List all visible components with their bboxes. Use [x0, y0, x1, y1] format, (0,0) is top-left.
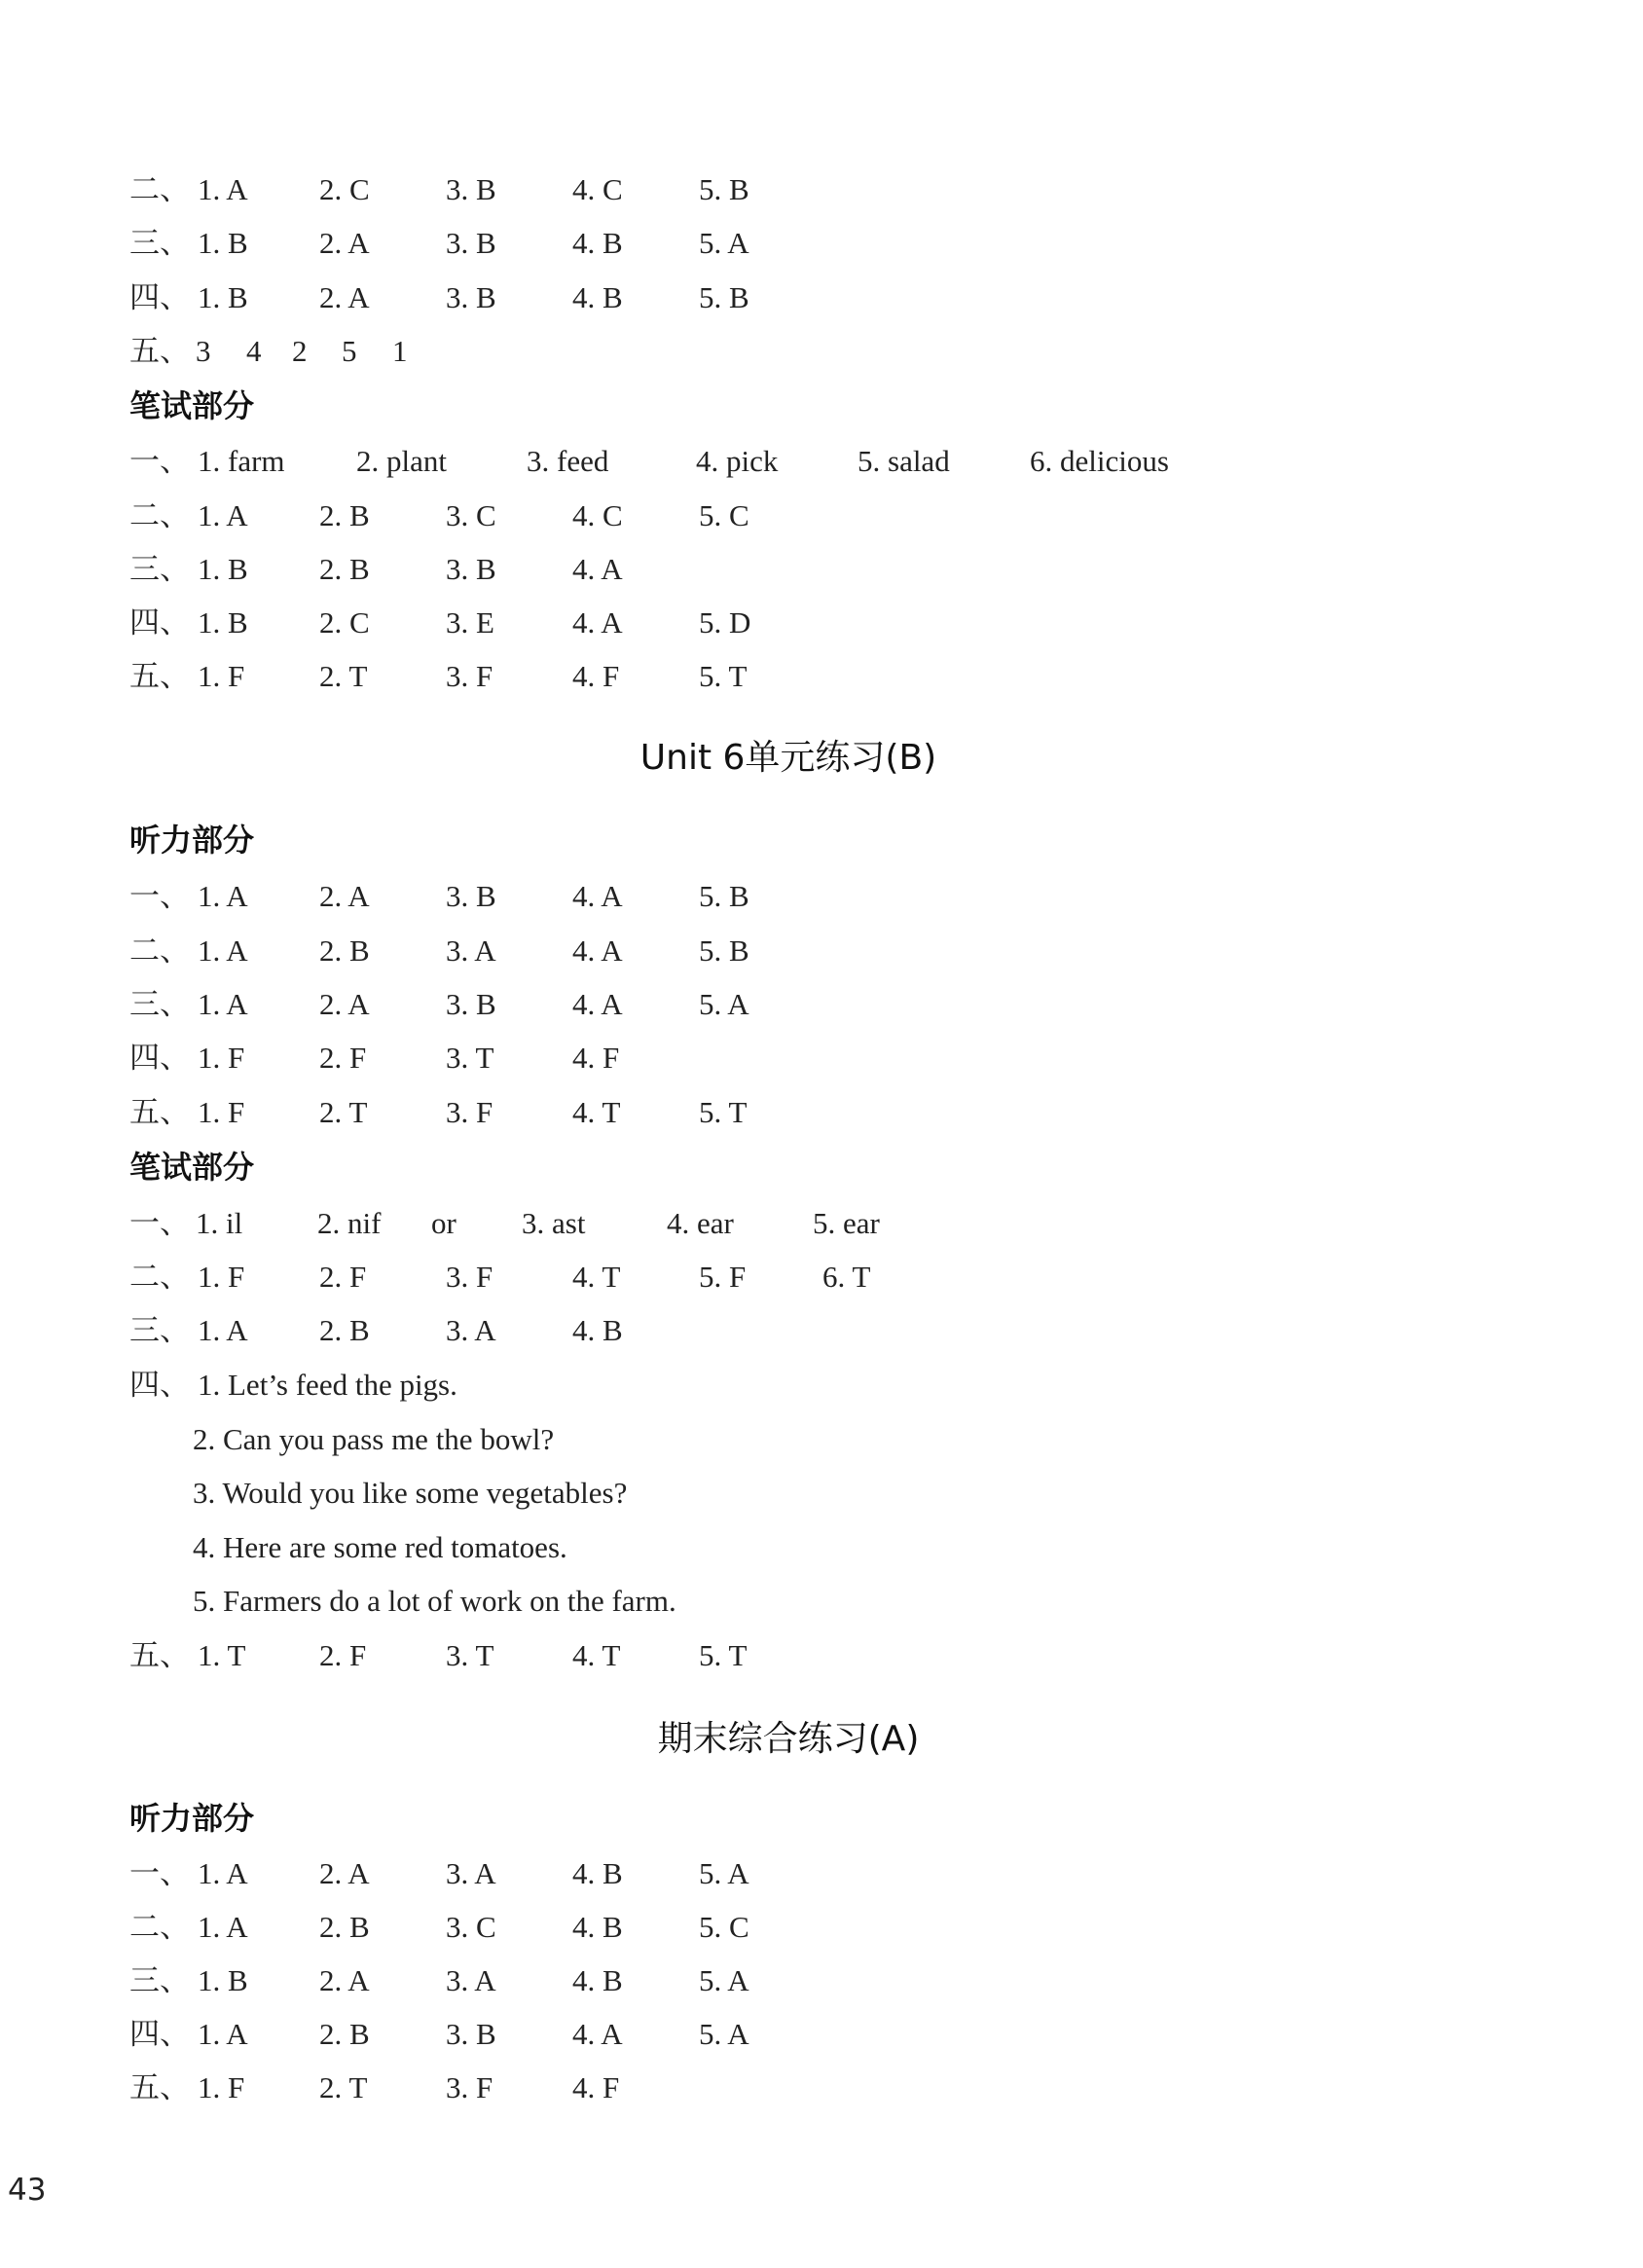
answer-item: 5. T	[699, 659, 748, 693]
answer-item: 4. A	[572, 605, 623, 640]
answer-item: 3. A	[446, 1856, 496, 1890]
answer-item: 1. F	[198, 1041, 245, 1075]
question-number: 五、	[129, 1095, 190, 1129]
answer-item: 3. A	[446, 933, 496, 968]
answer-item: 2. T	[319, 2070, 368, 2104]
answer-item: 1. A	[198, 987, 248, 1021]
answer-item: 4. A	[572, 2017, 623, 2051]
answer-item: 5	[342, 334, 357, 368]
answer-item: 4. A	[572, 987, 623, 1021]
answer-item: 2. T	[319, 1095, 368, 1129]
unit-title: 期末综合练习(A)	[657, 1719, 920, 1759]
answer-item: 5. B	[699, 879, 749, 913]
answer-item: 2. A	[319, 879, 370, 913]
answer-item: 4	[246, 334, 262, 368]
answer-item: 5. A	[699, 2017, 749, 2051]
question-number: 四、	[129, 1368, 190, 1402]
section-heading: 笔试部分	[129, 1149, 255, 1186]
answer-item: 5. D	[699, 605, 751, 640]
answer-item: 4. A	[572, 879, 623, 913]
answer-item: 5. C	[699, 498, 749, 532]
question-number: 一、	[129, 879, 190, 913]
answer-item: 4. F	[572, 2070, 620, 2104]
answer-item: 3. B	[446, 987, 496, 1021]
answer-item: 2. B	[319, 552, 370, 586]
answer-item: 2. A	[319, 987, 370, 1021]
answer-item: 5. A	[699, 987, 749, 1021]
answer-item: 1. F	[198, 2070, 245, 2104]
answer-item: 3. F	[446, 1260, 493, 1294]
answer-item: 2. F	[319, 1260, 367, 1294]
answer-item: 1. A	[198, 172, 248, 206]
answer-item: 4. T	[572, 1260, 621, 1294]
answer-item: 1. B	[198, 1963, 248, 1997]
answer-item: 3. A	[446, 1313, 496, 1347]
question-number: 二、	[129, 933, 190, 968]
question-number: 三、	[129, 987, 190, 1021]
answer-item: or	[431, 1206, 456, 1240]
answer-item: 3. F	[446, 1095, 493, 1129]
question-number: 三、	[129, 226, 190, 260]
answer-item: 3. A	[446, 1963, 496, 1997]
answer-item: 1. A	[198, 498, 248, 532]
question-number: 一、	[129, 444, 190, 478]
answer-item: 2. B	[319, 498, 370, 532]
answer-item: 2. B	[319, 2017, 370, 2051]
question-number: 五、	[129, 1638, 190, 1672]
answer-item: 4. C	[572, 498, 623, 532]
answer-item: 1. A	[198, 879, 248, 913]
answer-item: 5. B	[699, 172, 749, 206]
answer-item: 4. A	[572, 552, 623, 586]
question-number: 二、	[129, 1910, 190, 1944]
question-number: 四、	[129, 2017, 190, 2051]
question-number: 三、	[129, 1963, 190, 1997]
answer-item: 2. F	[319, 1041, 367, 1075]
question-number: 四、	[129, 605, 190, 640]
section-heading: 听力部分	[129, 822, 255, 859]
answer-item: 5. T	[699, 1095, 748, 1129]
answer-item: 5. T	[699, 1638, 748, 1672]
answer-item: 1. A	[198, 2017, 248, 2051]
question-number: 三、	[129, 1313, 190, 1347]
answer-item: 5. F	[699, 1260, 747, 1294]
answer-item: 6. delicious	[1030, 444, 1169, 478]
answer-sentence: 3. Would you like some vegetables?	[193, 1476, 628, 1510]
answer-item: 4. ear	[667, 1206, 734, 1240]
question-number: 二、	[129, 498, 190, 532]
answer-item: 4. B	[572, 1313, 623, 1347]
answer-item: 2. B	[319, 933, 370, 968]
answer-item: 2. T	[319, 659, 368, 693]
answer-item: 3. B	[446, 2017, 496, 2051]
answer-item: 4. B	[572, 1910, 623, 1944]
answer-item: 2. A	[319, 1963, 370, 1997]
answer-item: 2. B	[319, 1313, 370, 1347]
answer-item: 4. T	[572, 1095, 621, 1129]
answer-item: 5. A	[699, 1856, 749, 1890]
question-number: 一、	[129, 1206, 190, 1240]
answer-item: 4. B	[572, 1963, 623, 1997]
section-heading: 笔试部分	[129, 387, 255, 424]
answer-item: 1. A	[198, 1856, 248, 1890]
answer-item: 3. C	[446, 498, 496, 532]
question-number: 二、	[129, 172, 190, 206]
answer-item: 4. B	[572, 1856, 623, 1890]
answer-item: 3	[196, 334, 211, 368]
answer-item: 1. B	[198, 280, 248, 314]
answer-item: 1. il	[196, 1206, 243, 1240]
answer-item: 2. B	[319, 1910, 370, 1944]
answer-item: 3. B	[446, 172, 496, 206]
answer-item: 3. B	[446, 552, 496, 586]
answer-sentence: 5. Farmers do a lot of work on the farm.	[193, 1584, 676, 1618]
answer-item: 2. plant	[356, 444, 447, 478]
answer-item: 5. ear	[813, 1206, 880, 1240]
answer-item: 5. A	[699, 1963, 749, 1997]
answer-item: 2. A	[319, 1856, 370, 1890]
answer-item: 5. C	[699, 1910, 749, 1944]
answer-item: 1. B	[198, 226, 248, 260]
answer-item: 1. T	[198, 1638, 246, 1672]
answer-sentence: 4. Here are some red tomatoes.	[193, 1530, 567, 1564]
answer-item: 4. B	[572, 226, 623, 260]
answer-item: 5. B	[699, 280, 749, 314]
answer-item: 1. F	[198, 1260, 245, 1294]
unit-title: Unit 6单元练习(B)	[639, 738, 937, 778]
question-number: 五、	[129, 334, 190, 368]
answer-item: 4. B	[572, 280, 623, 314]
answer-item: 5. salad	[858, 444, 950, 478]
answer-item: 3. ast	[522, 1206, 586, 1240]
answer-item: 1. B	[198, 605, 248, 640]
answer-item: 3. F	[446, 659, 493, 693]
answer-item: 1. A	[198, 1910, 248, 1944]
answer-item: 1. A	[198, 933, 248, 968]
answer-item: 3. B	[446, 226, 496, 260]
answer-item: 2. A	[319, 280, 370, 314]
question-number: 四、	[129, 280, 190, 314]
answer-item: 1	[392, 334, 408, 368]
answer-item: 2	[292, 334, 308, 368]
question-number: 二、	[129, 1260, 190, 1294]
answer-item: 2. A	[319, 226, 370, 260]
question-number: 五、	[129, 659, 190, 693]
answer-item: 4. C	[572, 172, 623, 206]
answer-item: 1. B	[198, 552, 248, 586]
answer-item: 3. B	[446, 879, 496, 913]
answer-item: 4. F	[572, 1041, 620, 1075]
answer-item: 2. nif	[317, 1206, 382, 1240]
answer-item: 3. T	[446, 1041, 494, 1075]
section-heading: 听力部分	[129, 1800, 255, 1837]
answer-item: 4. T	[572, 1638, 621, 1672]
answer-item: 1. F	[198, 659, 245, 693]
answer-item: 2. C	[319, 605, 370, 640]
question-number: 五、	[129, 2070, 190, 2104]
answer-item: 4. F	[572, 659, 620, 693]
question-number: 三、	[129, 552, 190, 586]
page-number: 43	[8, 2173, 47, 2208]
answer-item: 1. farm	[198, 444, 285, 478]
question-number: 一、	[129, 1856, 190, 1890]
answer-item: 1. Let’s feed the pigs.	[198, 1368, 457, 1402]
answer-item: 3. C	[446, 1910, 496, 1944]
answer-item: 3. feed	[527, 444, 609, 478]
answer-item: 4. pick	[696, 444, 779, 478]
answer-item: 2. F	[319, 1638, 367, 1672]
question-number: 四、	[129, 1041, 190, 1075]
answer-item: 3. F	[446, 2070, 493, 2104]
answer-item: 6. T	[822, 1260, 871, 1294]
answer-sentence: 2. Can you pass me the bowl?	[193, 1422, 555, 1456]
answer-item: 3. B	[446, 280, 496, 314]
answer-item: 4. A	[572, 933, 623, 968]
answer-item: 5. B	[699, 933, 749, 968]
answer-item: 5. A	[699, 226, 749, 260]
answer-item: 3. T	[446, 1638, 494, 1672]
answer-item: 1. F	[198, 1095, 245, 1129]
answer-item: 2. C	[319, 172, 370, 206]
answer-item: 3. E	[446, 605, 494, 640]
answer-item: 1. A	[198, 1313, 248, 1347]
